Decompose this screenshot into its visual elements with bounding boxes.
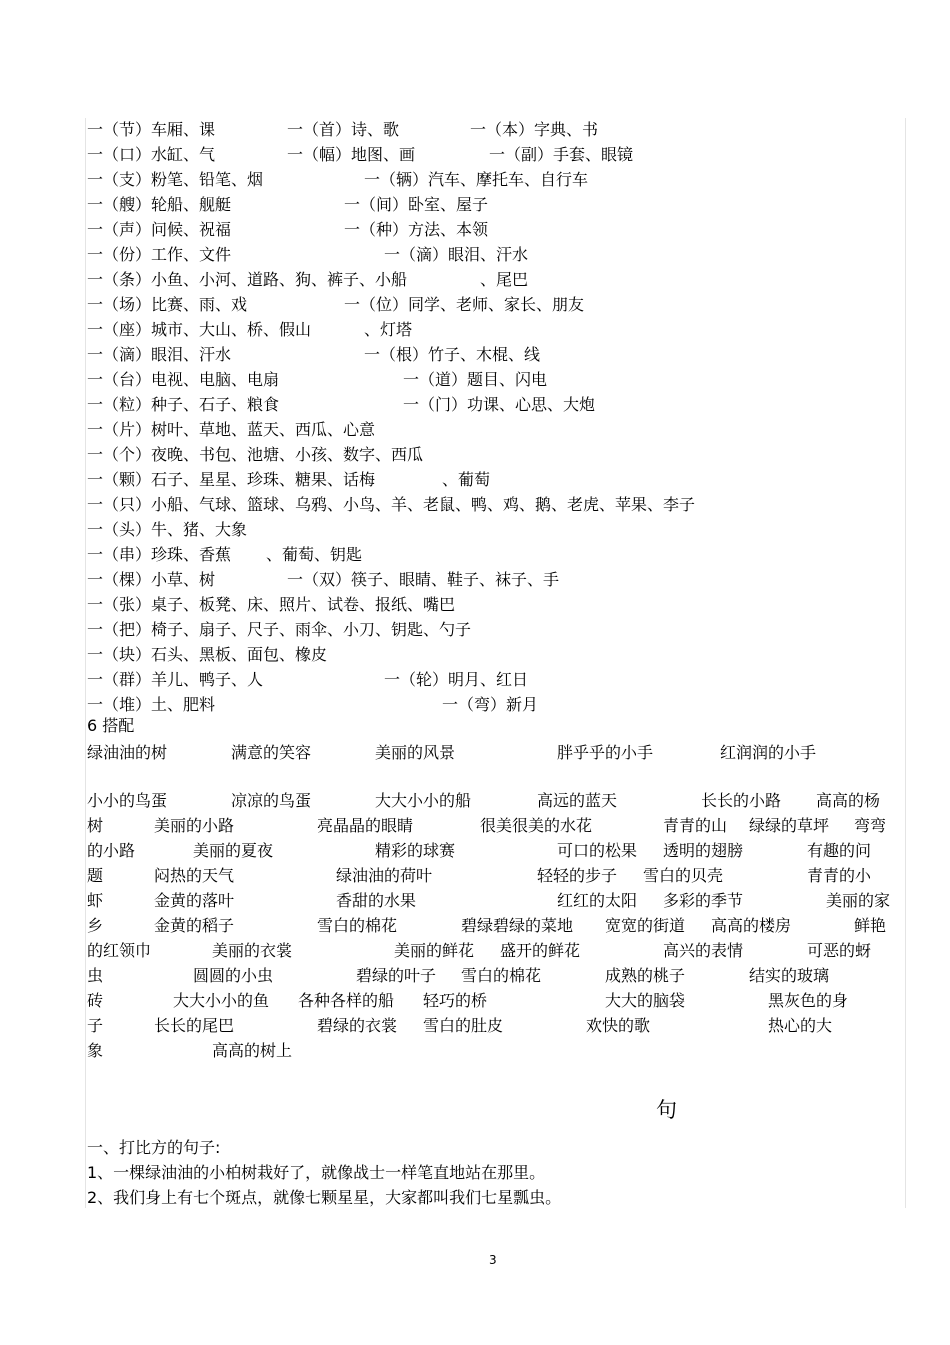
collocation-phrase: 绿绿的草坪 bbox=[749, 816, 830, 835]
collocation-phrase: 雪白的棉花 bbox=[317, 916, 398, 935]
measure-word-entry: 、灯塔 bbox=[364, 320, 413, 339]
measure-word-entry: 一（个）夜晚、书包、池塘、小孩、数字、西瓜 bbox=[87, 445, 424, 464]
measure-word-entry: 一（滴）眼泪、汗水 bbox=[87, 345, 232, 364]
collocation-phrase: 亮晶晶的眼睛 bbox=[317, 816, 414, 835]
collocation-phrase: 长长的小路 bbox=[701, 791, 782, 810]
collocation-line bbox=[0, 788, 950, 813]
collocation-phrase: 圆圆的小虫 bbox=[193, 966, 274, 985]
measure-word-entry: 一（头）牛、猪、大象 bbox=[87, 520, 248, 539]
measure-word-line bbox=[0, 192, 950, 217]
collocation-phrase: 凉凉的鸟蛋 bbox=[231, 791, 312, 810]
measure-word-line bbox=[0, 667, 950, 692]
collocation-phrase: 美丽的风景 bbox=[375, 743, 456, 762]
collocation-line bbox=[0, 938, 950, 963]
collocation-phrase: 青青的小 bbox=[807, 866, 872, 885]
measure-word-entry: 一（道）题目、闪电 bbox=[403, 370, 548, 389]
collocation-phrase: 热心的大 bbox=[768, 1016, 833, 1035]
sentence-section-heading: 句 bbox=[656, 1098, 677, 1122]
collocation-phrase: 绿油油的树 bbox=[87, 743, 168, 762]
collocation-phrase: 可口的松果 bbox=[557, 841, 638, 860]
measure-word-entry: 一（片）树叶、草地、蓝天、西瓜、心意 bbox=[87, 420, 376, 439]
collocation-phrase: 的红领巾 bbox=[87, 941, 152, 960]
measure-word-entry: 一（份）工作、文件 bbox=[87, 245, 232, 264]
collocation-line bbox=[0, 963, 950, 988]
collocation-phrase: 结实的玻璃 bbox=[749, 966, 830, 985]
measure-word-line bbox=[0, 117, 950, 142]
measure-word-entry: 一（辆）汽车、摩托车、自行车 bbox=[364, 170, 589, 189]
collocation-phrase: 雪白的贝壳 bbox=[643, 866, 724, 885]
measure-word-entry: 一（种）方法、本领 bbox=[344, 220, 489, 239]
collocation-phrase: 大大的脑袋 bbox=[605, 991, 686, 1010]
measure-word-line bbox=[0, 442, 950, 467]
collocation-phrase: 可恶的蚜 bbox=[807, 941, 872, 960]
measure-word-entry: 一（块）石头、黑板、面包、橡皮 bbox=[87, 645, 328, 664]
measure-word-entry: 一（串）珍珠、香蕉 bbox=[87, 545, 232, 564]
collocation-phrase: 美丽的衣裳 bbox=[212, 941, 293, 960]
collocation-phrase: 砖 bbox=[87, 991, 104, 1010]
collocation-phrase: 闷热的天气 bbox=[154, 866, 235, 885]
measure-word-entry: 一（艘）轮船、舰艇 bbox=[87, 195, 232, 214]
measure-word-line bbox=[0, 417, 950, 442]
measure-word-line bbox=[0, 692, 950, 717]
measure-word-entry: 一（首）诗、歌 bbox=[287, 120, 400, 139]
measure-word-entry: 一（弯）新月 bbox=[442, 695, 539, 714]
collocation-phrase: 高高的楼房 bbox=[711, 916, 792, 935]
measure-word-line bbox=[0, 342, 950, 367]
collocation-phrase: 美丽的鲜花 bbox=[394, 941, 475, 960]
collocation-phrase: 欢快的歌 bbox=[586, 1016, 651, 1035]
collocation-phrase: 黑灰色的身 bbox=[768, 991, 849, 1010]
collocation-phrase: 金黄的稻子 bbox=[154, 916, 235, 935]
collocation-phrase: 精彩的球赛 bbox=[375, 841, 456, 860]
page-number: 3 bbox=[489, 1253, 497, 1267]
measure-word-entry: 一（只）小船、气球、篮球、乌鸦、小鸟、羊、老鼠、鸭、鸡、鹅、老虎、苹果、李子 bbox=[87, 495, 696, 514]
measure-word-line bbox=[0, 267, 950, 292]
measure-word-entry: 一（棵）小草、树 bbox=[87, 570, 216, 589]
collocation-phrase: 弯弯 bbox=[854, 816, 887, 835]
measure-word-line bbox=[0, 167, 950, 192]
collocation-phrase: 虫 bbox=[87, 966, 104, 985]
collocation-phrase: 多彩的季节 bbox=[663, 891, 744, 910]
measure-word-entry: 一（颗）石子、星星、珍珠、糖果、话梅 bbox=[87, 470, 376, 489]
collocation-phrase: 雪白的棉花 bbox=[461, 966, 542, 985]
collocation-phrase: 透明的翅膀 bbox=[663, 841, 744, 860]
collocation-phrase: 很美很美的水花 bbox=[480, 816, 593, 835]
collocation-phrase: 雪白的肚皮 bbox=[423, 1016, 504, 1035]
collocation-phrase: 题 bbox=[87, 866, 104, 885]
collocation-line bbox=[0, 1013, 950, 1038]
collocation-phrase: 绿油油的荷叶 bbox=[336, 866, 433, 885]
measure-word-entry: 、尾巴 bbox=[480, 270, 529, 289]
measure-word-entry: 一（台）电视、电脑、电扇 bbox=[87, 370, 280, 389]
collocation-line bbox=[0, 863, 950, 888]
collocation-phrase: 满意的笑容 bbox=[231, 743, 312, 762]
collocation-phrase: 小小的鸟蛋 bbox=[87, 791, 168, 810]
measure-word-entry: 一（座）城市、大山、桥、假山 bbox=[87, 320, 312, 339]
measure-word-line bbox=[0, 517, 950, 542]
collocation-phrase: 子 bbox=[87, 1016, 104, 1035]
collocation-phrase: 红润润的小手 bbox=[720, 743, 817, 762]
collocation-phrase: 高高的杨 bbox=[816, 791, 881, 810]
measure-word-line bbox=[0, 592, 950, 617]
measure-word-entry: 一（群）羊儿、鸭子、人 bbox=[87, 670, 264, 689]
measure-word-line bbox=[0, 617, 950, 642]
sentence-item: 2、我们身上有七个斑点，就像七颗星星，大家都叫我们七星瓢虫。 bbox=[87, 1188, 562, 1207]
measure-word-line bbox=[0, 317, 950, 342]
collocation-line bbox=[0, 813, 950, 838]
collocation-phrase: 成熟的桃子 bbox=[605, 966, 686, 985]
collocation-phrase: 碧绿的衣裳 bbox=[317, 1016, 398, 1035]
measure-word-entry: 一（把）椅子、扇子、尺子、雨伞、小刀、钥匙、勺子 bbox=[87, 620, 472, 639]
collocation-phrase: 美丽的夏夜 bbox=[193, 841, 274, 860]
collocation-phrase: 碧绿的叶子 bbox=[356, 966, 437, 985]
collocation-phrase: 象 bbox=[87, 1041, 104, 1060]
measure-word-line bbox=[0, 467, 950, 492]
measure-word-line bbox=[0, 142, 950, 167]
section-6-label: 6 搭配 bbox=[87, 716, 135, 735]
measure-word-line bbox=[0, 242, 950, 267]
collocation-phrase: 美丽的小路 bbox=[154, 816, 235, 835]
collocation-phrase: 红红的太阳 bbox=[557, 891, 638, 910]
measure-word-entry: 一（本）字典、书 bbox=[470, 120, 599, 139]
measure-word-entry: 一（幅）地图、画 bbox=[287, 145, 416, 164]
collocation-phrase: 高高的树上 bbox=[212, 1041, 293, 1060]
sentence-item: 1、一棵绿油油的小柏树栽好了，就像战士一样笔直地站在那里。 bbox=[87, 1163, 546, 1182]
collocation-phrase: 高兴的表情 bbox=[663, 941, 744, 960]
measure-word-entry: 一（轮）明月、红日 bbox=[384, 670, 529, 689]
collocation-line bbox=[0, 740, 950, 765]
measure-word-entry: 一（位）同学、老师、家长、朋友 bbox=[344, 295, 585, 314]
simile-section-title: 一、打比方的句子: bbox=[87, 1138, 221, 1157]
measure-word-entry: 一（根）竹子、木棍、线 bbox=[364, 345, 541, 364]
measure-word-line bbox=[0, 367, 950, 392]
measure-word-line bbox=[0, 567, 950, 592]
collocation-line bbox=[0, 988, 950, 1013]
collocation-phrase: 虾 bbox=[87, 891, 104, 910]
measure-word-line bbox=[0, 217, 950, 242]
measure-word-entry: 一（口）水缸、气 bbox=[87, 145, 216, 164]
measure-word-entry: 一（张）桌子、板凳、床、照片、试卷、报纸、嘴巴 bbox=[87, 595, 456, 614]
collocation-phrase: 轻轻的步子 bbox=[537, 866, 618, 885]
collocation-line bbox=[0, 913, 950, 938]
collocation-list bbox=[0, 740, 950, 1070]
collocation-phrase: 轻巧的桥 bbox=[423, 991, 488, 1010]
collocation-phrase: 有趣的问 bbox=[807, 841, 872, 860]
collocation-phrase: 金黄的落叶 bbox=[154, 891, 235, 910]
collocation-phrase: 树 bbox=[87, 816, 104, 835]
measure-word-entry: 一（间）卧室、屋子 bbox=[344, 195, 489, 214]
measure-word-entry: 、葡萄 bbox=[442, 470, 491, 489]
measure-word-line bbox=[0, 642, 950, 667]
collocation-phrase: 碧绿碧绿的菜地 bbox=[461, 916, 574, 935]
collocation-phrase: 盛开的鲜花 bbox=[500, 941, 581, 960]
measure-word-entry: 一（滴）眼泪、汗水 bbox=[384, 245, 529, 264]
collocation-phrase: 大大小小的船 bbox=[375, 791, 472, 810]
collocation-phrase: 胖乎乎的小手 bbox=[557, 743, 654, 762]
measure-word-entry: 、葡萄、钥匙 bbox=[266, 545, 363, 564]
measure-word-entry: 一（双）筷子、眼睛、鞋子、袜子、手 bbox=[287, 570, 560, 589]
collocation-phrase: 的小路 bbox=[87, 841, 136, 860]
collocation-phrase: 高远的蓝天 bbox=[537, 791, 618, 810]
measure-word-entry: 一（堆）土、肥料 bbox=[87, 695, 216, 714]
collocation-line bbox=[0, 888, 950, 913]
measure-word-line bbox=[0, 492, 950, 517]
measure-word-entry: 一（门）功课、心思、大炮 bbox=[403, 395, 596, 414]
measure-word-entry: 一（场）比赛、雨、戏 bbox=[87, 295, 248, 314]
collocation-phrase: 大大小小的鱼 bbox=[173, 991, 270, 1010]
collocation-phrase: 鲜艳 bbox=[854, 916, 887, 935]
measure-word-entry: 一（声）问候、祝福 bbox=[87, 220, 232, 239]
collocation-phrase: 长长的尾巴 bbox=[154, 1016, 235, 1035]
collocation-phrase: 各种各样的船 bbox=[298, 991, 395, 1010]
collocation-phrase: 青青的山 bbox=[663, 816, 728, 835]
measure-word-entry: 一（粒）种子、石子、粮食 bbox=[87, 395, 280, 414]
collocation-phrase: 乡 bbox=[87, 916, 104, 935]
collocation-phrase: 香甜的水果 bbox=[336, 891, 417, 910]
measure-word-line bbox=[0, 392, 950, 417]
measure-word-line bbox=[0, 292, 950, 317]
collocation-line bbox=[0, 838, 950, 863]
collocation-phrase: 宽宽的街道 bbox=[605, 916, 686, 935]
measure-word-entry: 一（条）小鱼、小河、道路、狗、裤子、小船 bbox=[87, 270, 408, 289]
collocation-line bbox=[0, 1038, 950, 1063]
collocation-phrase: 美丽的家 bbox=[826, 891, 891, 910]
measure-word-entry: 一（节）车厢、课 bbox=[87, 120, 216, 139]
measure-word-entry: 一（副）手套、眼镜 bbox=[489, 145, 634, 164]
measure-word-entry: 一（支）粉笔、铅笔、烟 bbox=[87, 170, 264, 189]
measure-word-line bbox=[0, 542, 950, 567]
